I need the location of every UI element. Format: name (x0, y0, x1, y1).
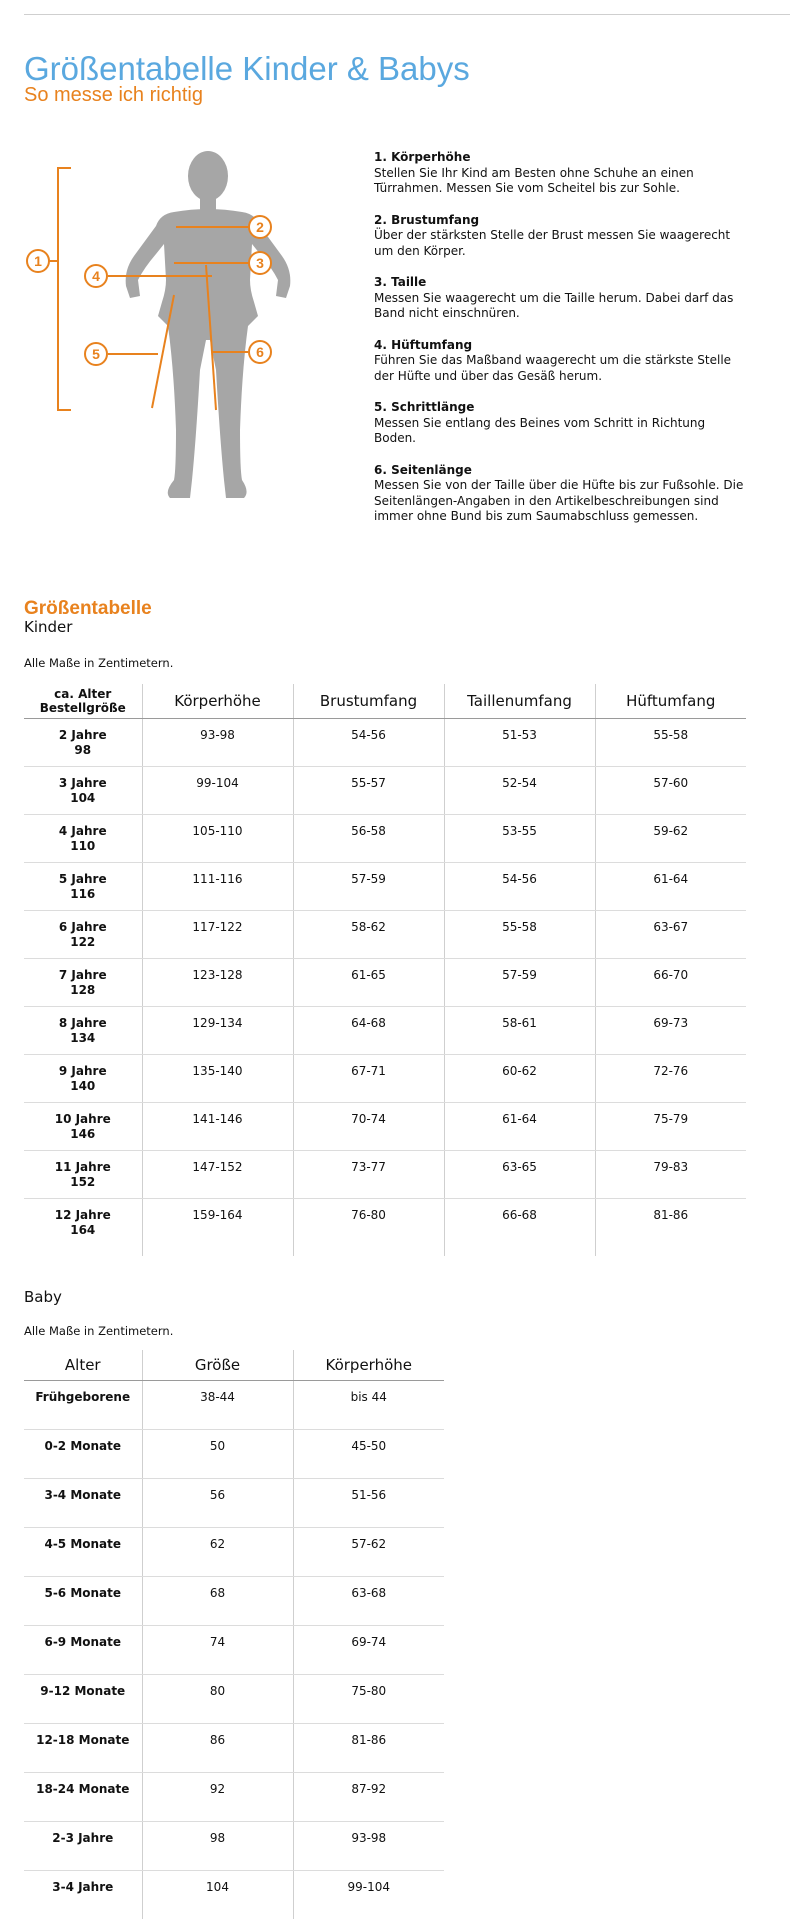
cell-height: 69-74 (293, 1626, 444, 1675)
column-header-height: Körperhöhe (142, 684, 293, 719)
cell-waist: 54-56 (444, 863, 595, 911)
cell-waist: 52-54 (444, 767, 595, 815)
table-row (24, 1871, 444, 1919)
cell-waist: 66-68 (444, 1199, 595, 1257)
table-row (24, 1430, 444, 1479)
table-row (24, 1103, 746, 1151)
instruction-inseam (374, 400, 744, 447)
cell-size: 38-44 (142, 1381, 293, 1430)
instruction-title: 5. Schrittlänge (374, 400, 744, 416)
instruction-hip (374, 338, 744, 385)
cell-chest: 55-57 (293, 767, 444, 815)
instruction-title: 2. Brustumfang (374, 213, 744, 229)
cell-height: 57-62 (293, 1528, 444, 1577)
cell-waist: 51-53 (444, 719, 595, 767)
cell-height: 87-92 (293, 1773, 444, 1822)
column-header-age: ca. Alter Bestellgröße (24, 684, 142, 719)
table-row (24, 863, 746, 911)
row-label: 8 Jahre 134 (24, 1007, 142, 1055)
cell-height: 129-134 (142, 1007, 293, 1055)
row-label: 4 Jahre 110 (24, 815, 142, 863)
cell-height: 45-50 (293, 1430, 444, 1479)
measurement-figure (24, 150, 344, 530)
cell-hip: 61-64 (595, 863, 746, 911)
size-chart-title: Größentabelle (24, 598, 152, 620)
cell-chest: 57-59 (293, 863, 444, 911)
cell-height: 105-110 (142, 815, 293, 863)
page-subtitle: So messe ich richtig (24, 84, 203, 107)
table-row (24, 719, 746, 767)
table-row (24, 815, 746, 863)
instruction-text: Messen Sie entlang des Beines vom Schritt in Richtung Boden. (374, 416, 705, 446)
cell-waist: 61-64 (444, 1103, 595, 1151)
table-row (24, 1055, 746, 1103)
cell-hip: 72-76 (595, 1055, 746, 1103)
row-label: 11 Jahre 152 (24, 1151, 142, 1199)
table-row (24, 959, 746, 1007)
cell-height: 81-86 (293, 1724, 444, 1773)
cell-hip: 55-58 (595, 719, 746, 767)
table-row (24, 911, 746, 959)
cell-hip: 63-67 (595, 911, 746, 959)
cell-height: 63-68 (293, 1577, 444, 1626)
column-header-waist: Taillenumfang (444, 684, 595, 719)
table-row (24, 1199, 746, 1257)
row-label: 10 Jahre 146 (24, 1103, 142, 1151)
instruction-text: Über der stärksten Stelle der Brust messen Sie waagerecht um den Körper. (374, 228, 730, 258)
kinder-title: Kinder (24, 618, 72, 636)
column-header-chest: Brustumfang (293, 684, 444, 719)
cell-height: 51-56 (293, 1479, 444, 1528)
child-silhouette (126, 151, 291, 498)
cell-waist: 55-58 (444, 911, 595, 959)
page-title: Größentabelle Kinder & Babys (24, 50, 470, 88)
cell-size: 92 (142, 1773, 293, 1822)
row-label: 4-5 Monate (24, 1528, 142, 1577)
baby-units-note: Alle Maße in Zentimetern. (24, 1324, 173, 1338)
instruction-waist (374, 275, 744, 322)
instruction-title: 6. Seitenlänge (374, 463, 744, 479)
cell-height: 99-104 (293, 1871, 444, 1919)
kinder-units-note: Alle Maße in Zentimetern. (24, 656, 173, 670)
cell-height: 123-128 (142, 959, 293, 1007)
table-row (24, 1675, 444, 1724)
marker-1-label: 1 (34, 253, 42, 269)
row-label: 6 Jahre 122 (24, 911, 142, 959)
row-label: 9-12 Monate (24, 1675, 142, 1724)
cell-hip: 79-83 (595, 1151, 746, 1199)
table-row (24, 1773, 444, 1822)
cell-chest: 73-77 (293, 1151, 444, 1199)
table-header-row (24, 1350, 444, 1381)
cell-height: bis 44 (293, 1381, 444, 1430)
instruction-text: Führen Sie das Maßband waagerecht um die stärkste Stelle der Hüfte und über das Gesäß herum. (374, 353, 731, 383)
instruction-title: 1. Körperhöhe (374, 150, 744, 166)
cell-waist: 60-62 (444, 1055, 595, 1103)
marker-6-label: 6 (256, 344, 264, 360)
row-label: Frühgeborene (24, 1381, 142, 1430)
row-label: 12 Jahre 164 (24, 1199, 142, 1257)
cell-height: 117-122 (142, 911, 293, 959)
instruction-text: Messen Sie waagerecht um die Taille herum. Dabei darf das Band nicht einschnüren. (374, 291, 733, 321)
table-row (24, 1577, 444, 1626)
cell-waist: 63-65 (444, 1151, 595, 1199)
row-label: 9 Jahre 140 (24, 1055, 142, 1103)
cell-size: 104 (142, 1871, 293, 1919)
cell-height: 141-146 (142, 1103, 293, 1151)
cell-chest: 67-71 (293, 1055, 444, 1103)
cell-chest: 64-68 (293, 1007, 444, 1055)
row-label: 3-4 Jahre (24, 1871, 142, 1919)
top-divider (24, 14, 790, 15)
cell-hip: 69-73 (595, 1007, 746, 1055)
baby-size-table (24, 1350, 444, 1919)
row-label: 5-6 Monate (24, 1577, 142, 1626)
cell-height: 99-104 (142, 767, 293, 815)
column-header-age: Alter (24, 1350, 142, 1381)
row-label: 3 Jahre 104 (24, 767, 142, 815)
cell-hip: 75-79 (595, 1103, 746, 1151)
child-silhouette-diagram (24, 150, 344, 530)
marker-5-label: 5 (92, 346, 100, 362)
row-label: 12-18 Monate (24, 1724, 142, 1773)
row-label: 7 Jahre 128 (24, 959, 142, 1007)
table-row (24, 1626, 444, 1675)
table-row (24, 1822, 444, 1871)
table-row (24, 767, 746, 815)
cell-size: 56 (142, 1479, 293, 1528)
cell-height: 111-116 (142, 863, 293, 911)
cell-hip: 59-62 (595, 815, 746, 863)
row-label: 6-9 Monate (24, 1626, 142, 1675)
instruction-title: 4. Hüftumfang (374, 338, 744, 354)
row-label: 3-4 Monate (24, 1479, 142, 1528)
row-label: 0-2 Monate (24, 1430, 142, 1479)
column-header-hip: Hüftumfang (595, 684, 746, 719)
cell-size: 80 (142, 1675, 293, 1724)
row-label: 18-24 Monate (24, 1773, 142, 1822)
cell-size: 98 (142, 1822, 293, 1871)
measurement-instructions (374, 150, 744, 541)
cell-hip: 57-60 (595, 767, 746, 815)
table-row (24, 1724, 444, 1773)
cell-chest: 61-65 (293, 959, 444, 1007)
row-label: 5 Jahre 116 (24, 863, 142, 911)
table-row (24, 1007, 746, 1055)
marker-2-label: 2 (256, 219, 264, 235)
cell-height: 159-164 (142, 1199, 293, 1257)
cell-height: 135-140 (142, 1055, 293, 1103)
instruction-text: Messen Sie von der Taille über die Hüfte bis zur Fußsohle. Die Seitenlängen-Angaben in den Artikelbeschreibungen sind immer ohne Bund bis zum Saumabschluss gemessen. (374, 478, 743, 523)
cell-size: 86 (142, 1724, 293, 1773)
column-header-height: Körperhöhe (293, 1350, 444, 1381)
instruction-title: 3. Taille (374, 275, 744, 291)
cell-height: 93-98 (293, 1822, 444, 1871)
marker-4-icon (85, 265, 107, 287)
cell-waist: 58-61 (444, 1007, 595, 1055)
table-row (24, 1151, 746, 1199)
cell-waist: 53-55 (444, 815, 595, 863)
cell-chest: 54-56 (293, 719, 444, 767)
cell-size: 50 (142, 1430, 293, 1479)
column-header-size: Größe (142, 1350, 293, 1381)
row-label: 2 Jahre 98 (24, 719, 142, 767)
cell-chest: 58-62 (293, 911, 444, 959)
table-row (24, 1479, 444, 1528)
kinder-size-table (24, 684, 746, 1256)
height-bracket (58, 168, 71, 410)
cell-chest: 76-80 (293, 1199, 444, 1257)
marker-4-label: 4 (92, 268, 100, 284)
cell-waist: 57-59 (444, 959, 595, 1007)
instruction-text: Stellen Sie Ihr Kind am Besten ohne Schuhe an einen Türrahmen. Messen Sie vom Scheitel bis zur Sohle. (374, 166, 694, 196)
table-row (24, 1381, 444, 1430)
cell-height: 75-80 (293, 1675, 444, 1724)
marker-2-icon (249, 216, 271, 238)
instruction-height (374, 150, 744, 197)
table-header-row (24, 684, 746, 719)
table-row (24, 1528, 444, 1577)
marker-1-icon (27, 250, 49, 272)
cell-height: 147-152 (142, 1151, 293, 1199)
instruction-side-length (374, 463, 744, 525)
row-label: 2-3 Jahre (24, 1822, 142, 1871)
cell-height: 93-98 (142, 719, 293, 767)
cell-size: 74 (142, 1626, 293, 1675)
cell-hip: 81-86 (595, 1199, 746, 1257)
cell-size: 62 (142, 1528, 293, 1577)
marker-3-icon (249, 252, 271, 274)
marker-6-icon (249, 341, 271, 363)
instruction-chest (374, 213, 744, 260)
cell-size: 68 (142, 1577, 293, 1626)
marker-5-icon (85, 343, 107, 365)
marker-3-label: 3 (256, 255, 264, 271)
baby-title: Baby (24, 1288, 62, 1306)
cell-hip: 66-70 (595, 959, 746, 1007)
cell-chest: 70-74 (293, 1103, 444, 1151)
cell-chest: 56-58 (293, 815, 444, 863)
